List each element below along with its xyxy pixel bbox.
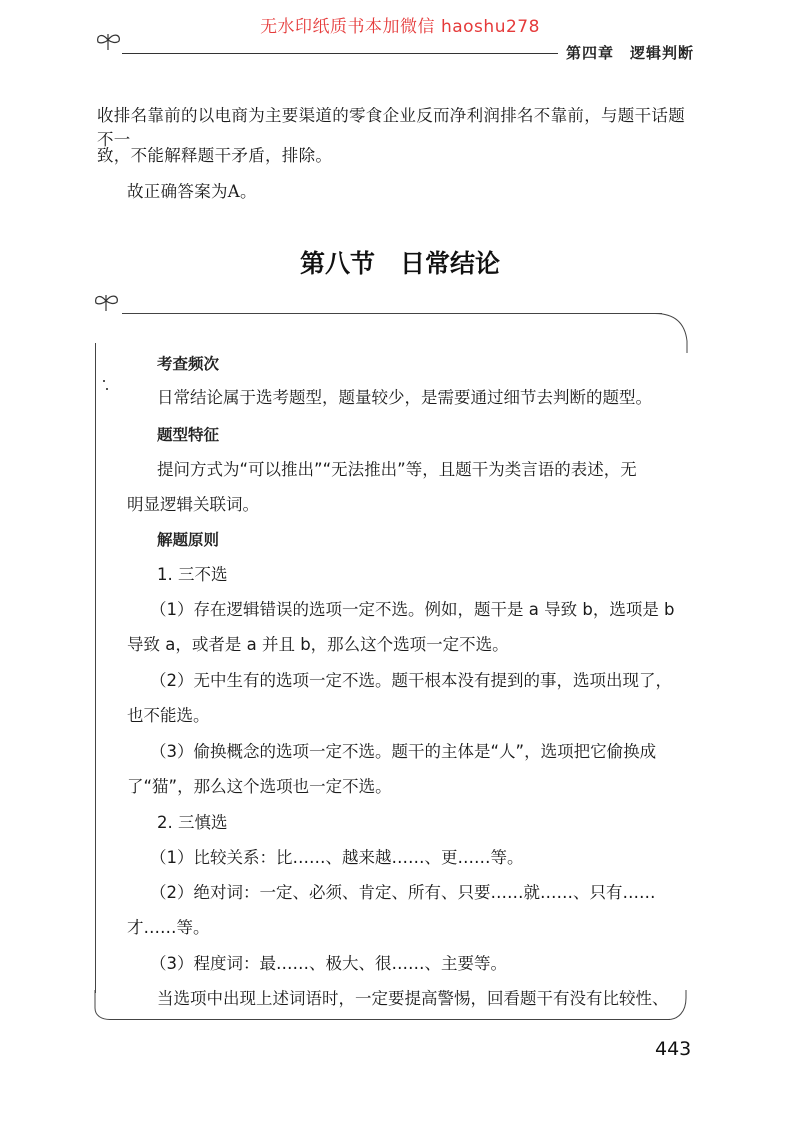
features-text: 明显逻辑关联词。	[127, 495, 259, 514]
sprout-ornament-icon	[92, 291, 122, 313]
closing-text: 当选项中出现上述词语时，一定要提高警惕，回看题干有没有比较性、	[157, 989, 669, 1008]
chapter-header: 第四章 逻辑判断	[566, 44, 695, 62]
box-corner-decoration	[92, 990, 117, 1022]
principle-item: （3）偷换概念的选项一定不选。题干的主体是“人”，选项把它偷换成	[150, 742, 657, 761]
principle-item: 才……等。	[127, 918, 210, 937]
header-rule	[122, 53, 558, 54]
box-corner-decoration	[655, 313, 695, 353]
frequency-text: 日常结论属于选考题型，题量较少，是需要通过细节去判断的题型。	[157, 388, 652, 407]
principle-item: 也不能选。	[127, 706, 210, 725]
principle-title: 1. 三不选	[157, 565, 228, 584]
sprout-ornament-icon	[94, 30, 124, 52]
heading-frequency: 考查频次	[157, 355, 220, 373]
principle-item: （1）存在逻辑错误的选项一定不选。例如，题干是 a 导致 b，选项是 b	[150, 600, 675, 619]
principle-item: （2）无中生有的选项一定不选。题干根本没有提到的事，选项出现了，	[150, 671, 672, 690]
speck	[106, 388, 108, 390]
section-title: 第八节 日常结论	[299, 249, 500, 278]
page-number: 443	[655, 1038, 692, 1060]
answer-line: 故正确答案为A。	[127, 182, 257, 201]
features-text: 提问方式为“可以推出”“无法推出”等，且题干为类言语的表述，无	[157, 460, 637, 479]
principle-title: 2. 三慎选	[157, 813, 228, 832]
watermark-text: 无水印纸质书本加微信 haoshu278	[260, 17, 540, 37]
principle-item: （2）绝对词：一定、必须、肯定、所有、只要……就……、只有……	[150, 883, 656, 902]
speck	[103, 380, 105, 382]
box-top-border	[122, 313, 662, 314]
box-bottom-border	[110, 1019, 670, 1020]
paragraph-line: 致，不能解释题干矛盾，排除。	[97, 146, 333, 165]
principle-item: 了“猫”，那么这个选项也一定不选。	[127, 777, 392, 796]
principle-item: （1）比较关系：比……、越来越……、更……等。	[150, 848, 524, 867]
heading-principles: 解题原则	[157, 531, 220, 549]
heading-features: 题型特征	[157, 426, 220, 444]
paragraph-line: 收排名靠前的以电商为主要渠道的零食企业反而净利润排名不靠前，与题干话题不一	[97, 106, 685, 149]
box-left-border	[95, 343, 96, 993]
principle-item: 导致 a，或者是 a 并且 b，那么这个选项一定不选。	[127, 635, 509, 654]
principle-item: （3）程度词：最……、极大、很……、主要等。	[150, 954, 507, 973]
